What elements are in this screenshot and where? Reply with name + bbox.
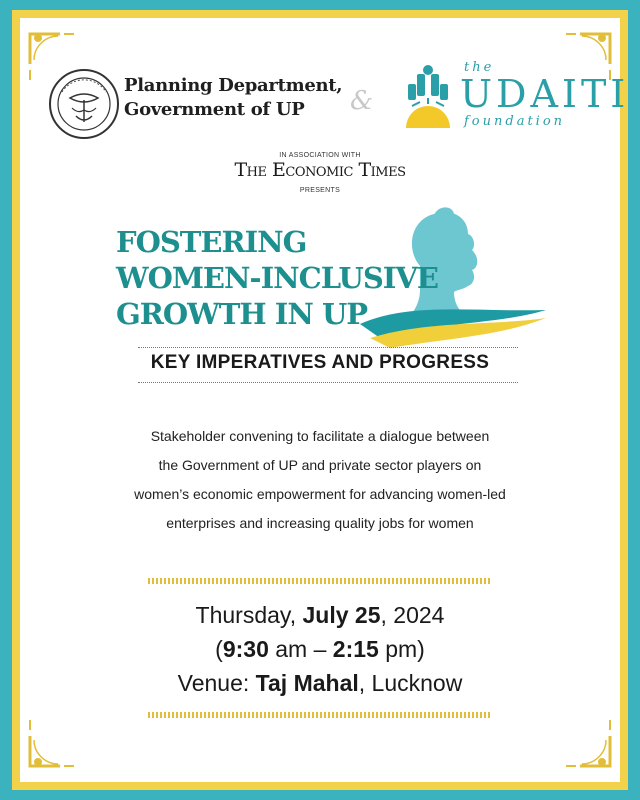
description-line-4: enterprises and increasing quality jobs for women xyxy=(166,515,474,531)
event-year: , 2024 xyxy=(380,602,445,628)
udaiti-foundation: foundation xyxy=(464,114,566,129)
gov-line-1: Planning Department, xyxy=(124,75,343,96)
divider-bottom xyxy=(138,382,518,383)
corner-ornament-icon xyxy=(546,706,616,776)
venue-name: Taj Mahal xyxy=(255,670,359,696)
corner-ornament-icon xyxy=(24,706,94,776)
event-date xyxy=(20,600,620,630)
gold-stripe-bottom xyxy=(148,712,492,718)
title-line-1: FOSTERING xyxy=(116,225,307,259)
udaiti-the: the xyxy=(464,60,495,75)
event-description xyxy=(100,422,540,538)
event-day: Thursday, xyxy=(195,602,297,628)
description-line-3: women’s economic empowerment for advancing women-led xyxy=(134,486,506,502)
title-line-2: WOMEN-INCLUSIVE xyxy=(116,261,438,295)
udaiti-name: UDAITI xyxy=(460,72,630,116)
gov-line-2: Government of UP xyxy=(124,99,305,120)
time-paren-open: ( xyxy=(215,636,223,662)
event-date-bold: July 25 xyxy=(302,602,381,628)
poster-card xyxy=(20,18,630,782)
up-government-seal-icon xyxy=(48,68,120,140)
time-mid: am – xyxy=(268,636,333,662)
venue-city: , Lucknow xyxy=(358,670,463,696)
description-line-1: Stakeholder convening to facilitate a dialogue between xyxy=(150,428,490,444)
event-time xyxy=(20,634,620,664)
title-line-3: GROWTH IN UP xyxy=(116,297,368,331)
planning-department-name xyxy=(124,74,354,122)
venue-label: Venue: xyxy=(177,670,256,696)
association-label: IN ASSOCIATION WITH xyxy=(279,152,361,159)
gold-stripe-top xyxy=(148,578,492,584)
time-end: 2:15 xyxy=(332,636,379,662)
divider-top xyxy=(138,347,518,348)
description-line-2: the Government of UP and private sector players on xyxy=(158,457,482,473)
event-subtitle: KEY IMPERATIVES AND PROGRESS xyxy=(150,352,490,373)
event-venue xyxy=(20,668,620,698)
time-paren-close: pm) xyxy=(378,636,425,662)
ampersand: & xyxy=(350,86,374,116)
presents-label: PRESENTS xyxy=(299,187,341,194)
time-start: 9:30 xyxy=(222,636,269,662)
economic-times-logo: The Economic Times xyxy=(234,159,406,181)
event-title xyxy=(116,224,446,332)
udaiti-sunrise-logo-icon xyxy=(404,62,452,130)
